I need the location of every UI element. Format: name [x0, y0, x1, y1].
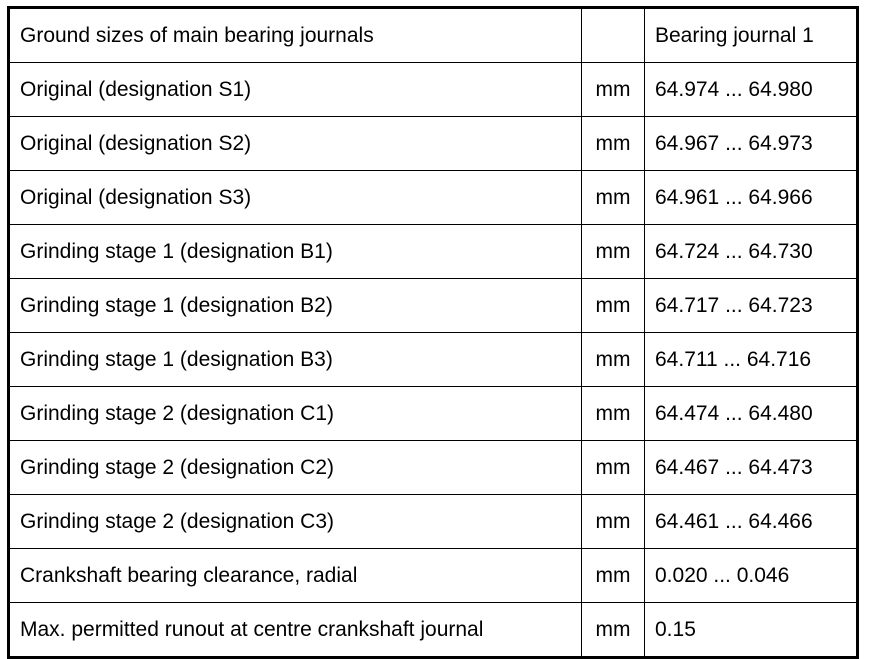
- value-cell: 64.724 ... 64.730: [645, 225, 858, 279]
- table-row: [9, 171, 858, 225]
- table-row: [9, 549, 858, 603]
- unit-cell: mm: [582, 333, 645, 387]
- value-cell: 64.967 ... 64.973: [645, 117, 858, 171]
- unit-cell: mm: [582, 171, 645, 225]
- value-cell: 0.15: [645, 603, 858, 658]
- table-row: [9, 495, 858, 549]
- value-cell: 64.461 ... 64.466: [645, 495, 858, 549]
- unit-cell: mm: [582, 441, 645, 495]
- description-cell: Original (designation S2): [9, 117, 582, 171]
- description-cell: Grinding stage 1 (designation B2): [9, 279, 582, 333]
- unit-cell: mm: [582, 225, 645, 279]
- unit-cell: mm: [582, 63, 645, 117]
- table-row: [9, 387, 858, 441]
- table-row: [9, 225, 858, 279]
- table-row: [9, 279, 858, 333]
- value-cell: 64.474 ... 64.480: [645, 387, 858, 441]
- description-cell: Grinding stage 1 (designation B3): [9, 333, 582, 387]
- description-cell: Original (designation S1): [9, 63, 582, 117]
- unit-cell: mm: [582, 603, 645, 658]
- table-row: [9, 333, 858, 387]
- header-value-cell: Bearing journal 1: [645, 8, 858, 63]
- unit-cell: mm: [582, 495, 645, 549]
- table-header-row: [9, 8, 858, 63]
- value-cell: 64.717 ... 64.723: [645, 279, 858, 333]
- header-unit-cell: [582, 8, 645, 63]
- description-cell: Grinding stage 1 (designation B1): [9, 225, 582, 279]
- value-cell: 64.711 ... 64.716: [645, 333, 858, 387]
- value-cell: 64.961 ... 64.966: [645, 171, 858, 225]
- unit-cell: mm: [582, 117, 645, 171]
- value-cell: 64.974 ... 64.980: [645, 63, 858, 117]
- header-description-cell: Ground sizes of main bearing journals: [9, 8, 582, 63]
- table-row: [9, 441, 858, 495]
- description-cell: Grinding stage 2 (designation C1): [9, 387, 582, 441]
- table-row: [9, 63, 858, 117]
- table-row: [9, 603, 858, 658]
- table-row: [9, 117, 858, 171]
- unit-cell: mm: [582, 549, 645, 603]
- description-cell: Grinding stage 2 (designation C3): [9, 495, 582, 549]
- unit-cell: mm: [582, 387, 645, 441]
- value-cell: 0.020 ... 0.046: [645, 549, 858, 603]
- description-cell: Original (designation S3): [9, 171, 582, 225]
- value-cell: 64.467 ... 64.473: [645, 441, 858, 495]
- description-cell: Grinding stage 2 (designation C2): [9, 441, 582, 495]
- unit-cell: mm: [582, 279, 645, 333]
- description-cell: Max. permitted runout at centre crankshaft journal: [9, 603, 582, 658]
- bearing-journal-table: [7, 6, 859, 659]
- description-cell: Crankshaft bearing clearance, radial: [9, 549, 582, 603]
- table-body: [9, 8, 858, 658]
